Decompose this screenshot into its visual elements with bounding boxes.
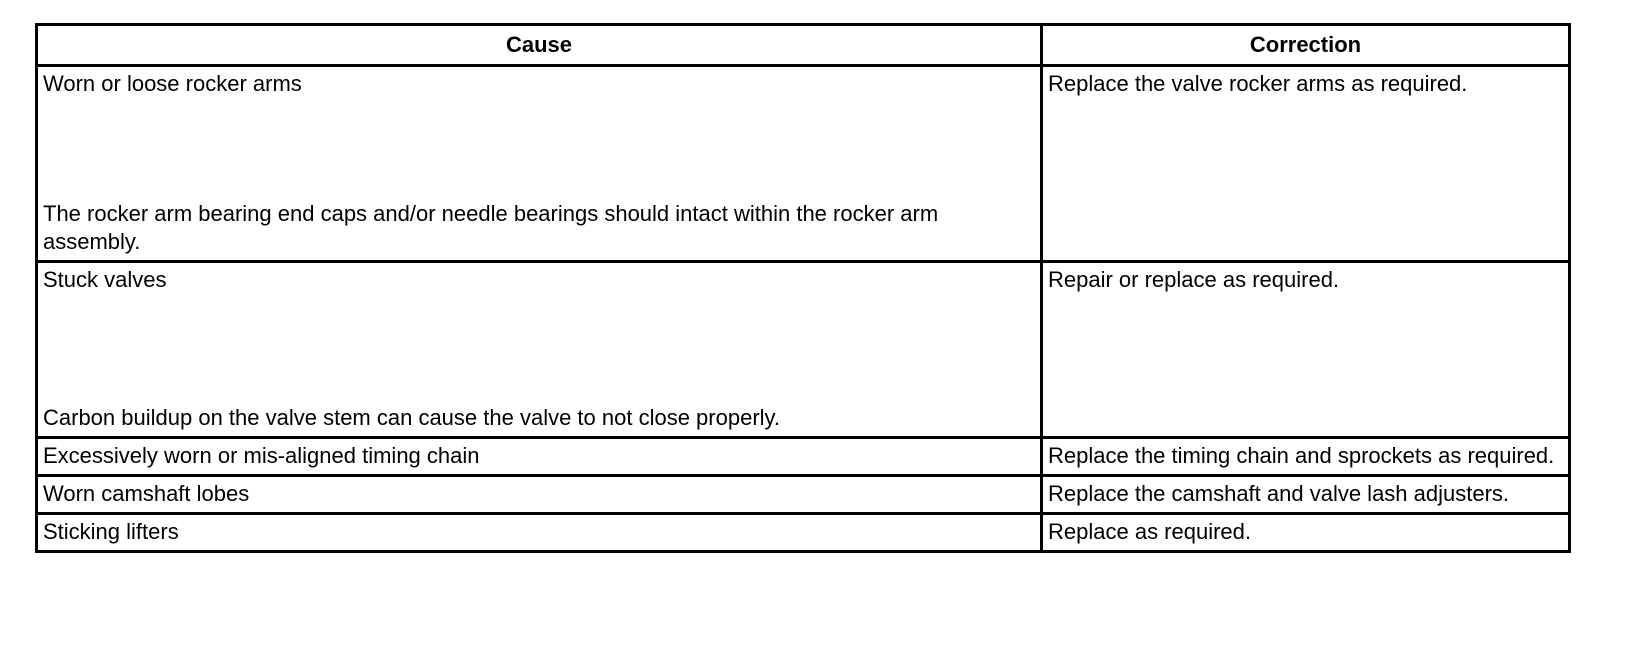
header-row <box>37 25 1570 66</box>
diagnostic-table <box>35 23 1571 553</box>
correction-cell: Replace the camshaft and valve lash adjusters. <box>1042 476 1570 514</box>
table-row <box>37 438 1570 476</box>
cause-cell <box>37 66 1042 262</box>
correction-cell: Replace as required. <box>1042 514 1570 552</box>
table-row <box>37 476 1570 514</box>
table-row <box>37 514 1570 552</box>
table-row <box>37 66 1570 262</box>
correction-cell: Repair or replace as required. <box>1042 262 1570 438</box>
cause-cell <box>37 262 1042 438</box>
cause-note: Carbon buildup on the valve stem can cause the valve to not close properly. <box>43 405 781 430</box>
cause-cell: Sticking lifters <box>37 514 1042 552</box>
cause-text: Worn or loose rocker arms <box>43 71 302 96</box>
correction-cell: Replace the timing chain and sprockets as required. <box>1042 438 1570 476</box>
cause-cell: Worn camshaft lobes <box>37 476 1042 514</box>
table-row <box>37 262 1570 438</box>
cause-note: The rocker arm bearing end caps and/or needle bearings should intact within the rocker arm assembly. <box>43 201 939 254</box>
cell-spacer <box>43 98 1034 200</box>
correction-column-header: Correction <box>1042 25 1570 66</box>
cause-column-header: Cause <box>37 25 1042 66</box>
cause-cell: Excessively worn or mis-aligned timing chain <box>37 438 1042 476</box>
correction-cell: Replace the valve rocker arms as required. <box>1042 66 1570 262</box>
cell-spacer <box>43 294 1034 404</box>
cause-text: Stuck valves <box>43 267 167 292</box>
